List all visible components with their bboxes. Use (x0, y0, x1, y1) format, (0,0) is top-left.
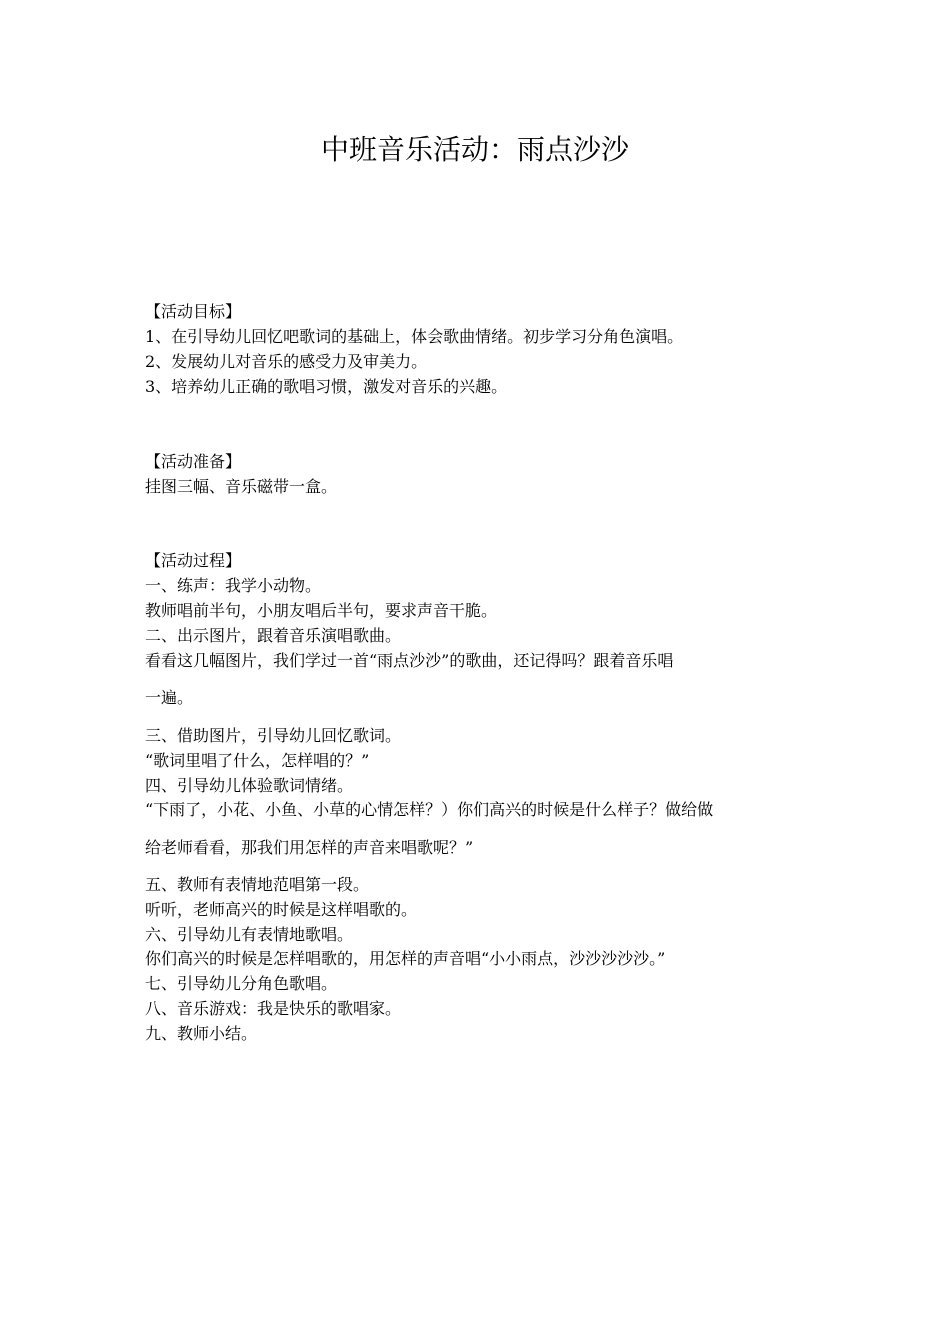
process-item: 教师唱前半句，小朋友唱后半句，要求声音干脆。 (145, 601, 498, 620)
process-item: “歌词里唱了什么，怎样唱的？” (145, 751, 370, 770)
process-item: 一、练声：我学小动物。 (145, 576, 322, 595)
process-item: 六、引导幼儿有表情地歌唱。 (145, 925, 354, 944)
process-item: “下雨了，小花、小鱼、小草的心情怎样？）你们高兴的时候是什么样子？做给做 (145, 800, 714, 819)
section-heading-goals: 【活动目标】 (145, 302, 242, 321)
goal-item: 1、在引导幼儿回忆吧歌词的基础上，体会歌曲情绪。初步学习分角色演唱。 (145, 327, 684, 346)
prep-item: 挂图三幅、音乐磁带一盒。 (145, 477, 338, 496)
process-item: 你们高兴的时候是怎样唱歌的，用怎样的声音唱“小小雨点，沙沙沙沙沙。” (145, 949, 666, 968)
process-item: 听听，老师高兴的时候是这样唱歌的。 (145, 900, 418, 919)
section-heading-process: 【活动过程】 (145, 551, 242, 570)
process-item: 四、引导幼儿体验歌词情绪。 (145, 776, 354, 795)
process-item: 看看这几幅图片，我们学过一首“雨点沙沙”的歌曲，还记得吗？跟着音乐唱 (145, 651, 674, 670)
process-item: 给老师看看，那我们用怎样的声音来唱歌呢？” (145, 838, 474, 857)
process-item: 七、引导幼儿分角色歌唱。 (145, 974, 338, 993)
process-item: 二、出示图片，跟着音乐演唱歌曲。 (145, 626, 402, 645)
process-item: 三、借助图片，引导幼儿回忆歌词。 (145, 726, 402, 745)
goal-item: 3、培养幼儿正确的歌唱习惯，激发对音乐的兴趣。 (145, 377, 508, 396)
process-item: 五、教师有表情地范唱第一段。 (145, 875, 370, 894)
goal-item: 2、发展幼儿对音乐的感受力及审美力。 (145, 352, 428, 371)
process-item: 一遍。 (145, 688, 194, 707)
process-item: 八、音乐游戏：我是快乐的歌唱家。 (145, 999, 402, 1018)
document-title: 中班音乐活动：雨点沙沙 (320, 133, 629, 166)
section-heading-prep: 【活动准备】 (145, 452, 242, 471)
process-item: 九、教师小结。 (145, 1024, 258, 1043)
